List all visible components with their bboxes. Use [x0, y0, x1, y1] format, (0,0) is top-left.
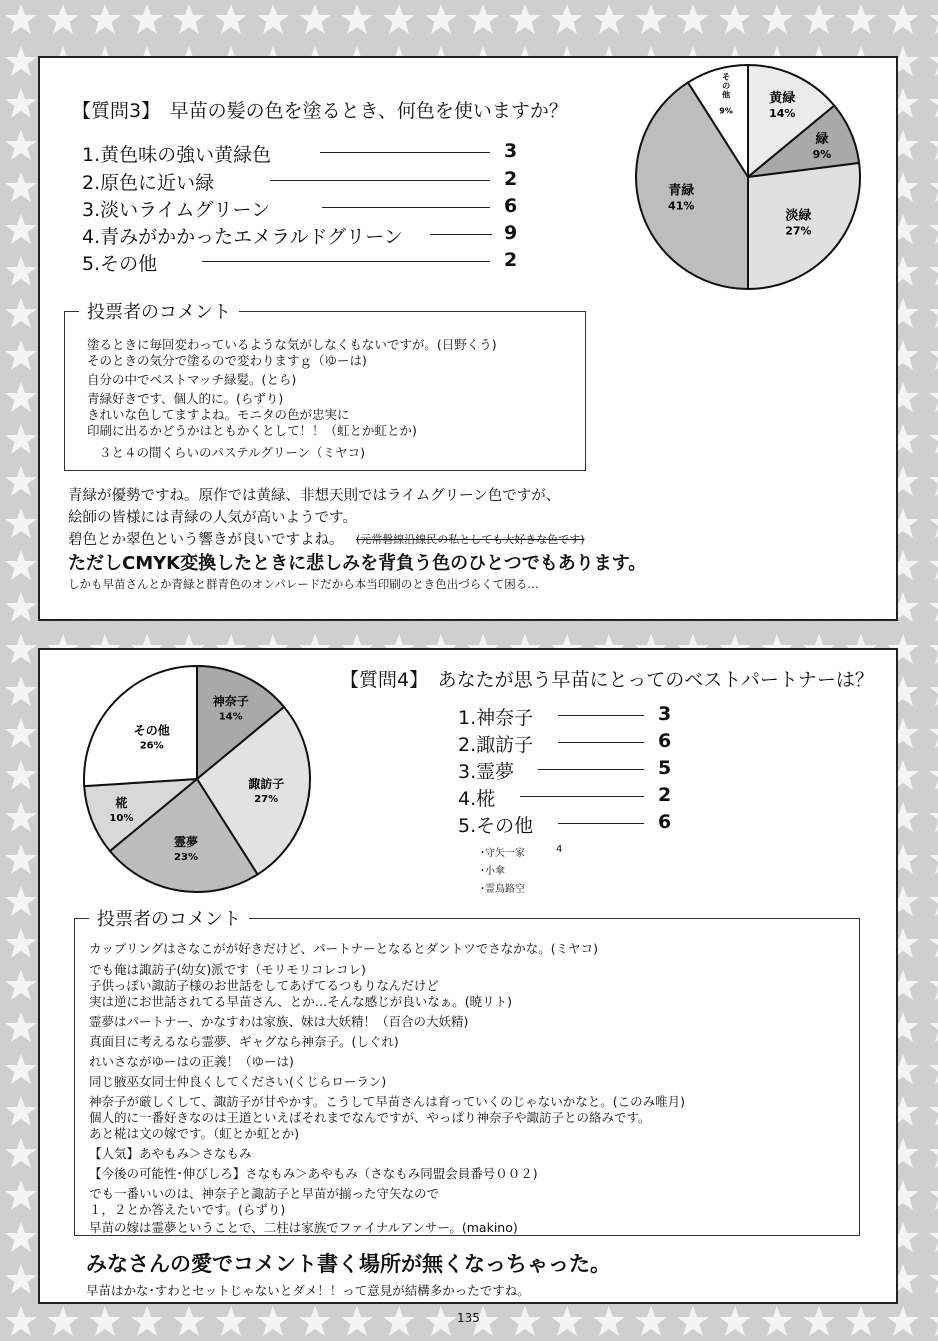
- comment-line: 【今後の可能性･伸びしろ】さなもみ＞あやもみ（さなもみ同盟会員番号００２): [89, 1166, 538, 1181]
- option-count: 3: [504, 140, 518, 162]
- comment-line: 青緑好きです、個人的に。(らずり): [87, 391, 284, 406]
- q4-other-1: [480, 844, 563, 859]
- q3-note-3: 碧色とか翠色という響きが良いですよね。: [68, 532, 344, 548]
- page-number: 135: [457, 1311, 480, 1325]
- q4-footer-big: みなさんの愛でコメント書く場所が無くなっちゃった。: [86, 1252, 611, 1276]
- pie-value-0: 14%: [218, 711, 243, 723]
- pie-value-1: 9%: [812, 148, 832, 161]
- comment-line: 自分の中でベストマッチ緑髪。(とら): [87, 372, 297, 387]
- q4-comment-box: [74, 909, 860, 1236]
- pie-value-0: 14%: [769, 107, 796, 120]
- option-count: 3: [658, 703, 672, 725]
- option-label: 1.黄色味の強い黄緑色: [82, 144, 272, 166]
- comment-line: 印刷に出るかどうかはともかくとして！！（虹とか虹とか): [87, 423, 417, 438]
- comment-line: 早苗の嫁は霊夢ということで、二柱は家族でファイナルアンサー。(makino): [89, 1220, 518, 1235]
- comment-line: あと椛は文の嫁です。（虹とか虹とか): [89, 1126, 300, 1141]
- comment-line: 実は逆にお世話されてる早苗さん、とか…そんな感じが良いなぁ。(暁リト): [89, 994, 513, 1009]
- option-label: 3.淡いライムグリーン: [82, 199, 271, 221]
- option-label: 3.霊夢: [458, 761, 515, 783]
- q4-other-3: ･霊鳥路空: [480, 884, 525, 895]
- option-label: 2.諏訪子: [458, 734, 534, 756]
- pie-label-2: 淡緑: [785, 208, 812, 224]
- pie-value-1: 27%: [254, 794, 279, 805]
- q4-other-2: ･小傘: [480, 866, 505, 877]
- q3-option-1: [82, 140, 518, 167]
- pie-value-4: 26%: [139, 740, 164, 752]
- pie-value-2: 23%: [174, 852, 198, 864]
- pie-label-0: 神奈子: [212, 694, 249, 709]
- comment-line: 子供っぽい諏訪子様のお世話をしてあげてるつもりなんだけど: [89, 978, 439, 993]
- option-count: 6: [504, 195, 518, 217]
- option-count: 5: [658, 757, 672, 779]
- other-count: 4: [556, 844, 563, 855]
- option-count: 9: [504, 222, 518, 244]
- q3-note-strikethrough: (元常磐線沿線民の私としても大好きな色です): [356, 533, 585, 546]
- comment-line: １，２とか答えたいです。(らずり): [89, 1202, 286, 1217]
- q3-pie-chart: [632, 61, 864, 293]
- q3-note-1: 青緑が優勢ですね。原作では黄緑、非想天則ではライムグリーン色ですが、: [68, 488, 561, 504]
- option-label: 4.椛: [458, 788, 496, 810]
- option-count: 2: [504, 168, 518, 190]
- pie-value-3: 10%: [109, 813, 134, 824]
- pie-value-2: 27%: [785, 224, 812, 238]
- question-3-panel: [38, 56, 898, 621]
- q4-option-2: [458, 730, 672, 757]
- comment-line: でも一番いいのは、神奈子と諏訪子と早苗が揃った守矢なので: [89, 1186, 440, 1201]
- q3-note-last: しかも早苗さんとか青緑と群青色のオンパレードだから本当印刷のとき色出づらくて困る…: [68, 577, 539, 591]
- pie-label-3: 青緑: [668, 183, 695, 199]
- comment-line: れいさながゆーはの正義！（ゆーは): [89, 1054, 294, 1069]
- q4-option-1: [458, 703, 672, 730]
- q3-option-2: [82, 168, 518, 195]
- option-label: 2.原色に近い緑: [82, 172, 215, 194]
- q3-option-5: [82, 249, 518, 276]
- comment-line: 塗るときに毎回変わっているような気がしなくもないですが。(日野くう): [87, 337, 497, 352]
- comment-line: 同じ腋巫女同士仲良くしてください(くじらローラン): [89, 1074, 387, 1089]
- q4-option-3: [458, 757, 672, 784]
- comment-line: そのときの気分で塗るので変わりますｇ（ゆーは): [87, 353, 367, 368]
- comment-line: 神奈子が厳しくして、諏訪子が甘やかす。こうして早苗さんは育っていくのじゃないかなと。(このみ唯月): [89, 1094, 686, 1109]
- comment-box-label: 投票者のコメント: [89, 905, 249, 931]
- pie-value-4: 9%: [719, 106, 733, 116]
- pie-label-1: 緑: [815, 132, 829, 147]
- q4-footer-small: 早苗はかな･すわとセットじゃないとダメ！！って意見が結構多かったですね。: [86, 1283, 530, 1298]
- option-count: 2: [658, 784, 672, 806]
- option-count: 2: [504, 249, 518, 271]
- comment-line: 個人的に一番好きなのは王道といえばそれまでなんですが、やっぱり神奈子や諏訪子との絡みです。: [89, 1110, 651, 1125]
- comment-line: ３と４の間くらいのパステルグリーン（ミヤコ): [99, 445, 366, 460]
- option-label: 4.青みがかかったエメラルドグリーン: [82, 226, 403, 248]
- q3-comment-box: [64, 302, 586, 471]
- q4-pie-chart: [80, 662, 314, 896]
- q4-option-5: [458, 811, 672, 838]
- pie-label-4: その他: [722, 72, 731, 100]
- comment-line: 【人気】あやもみ＞さなもみ: [89, 1146, 252, 1161]
- question-4-panel: [38, 648, 898, 1304]
- q4-option-4: [458, 784, 672, 811]
- comment-line: 霊夢はパートナー、かなすわは家族、妹は大妖精！（百合の大妖精): [89, 1014, 469, 1029]
- comment-line: でも俺は諏訪子(幼女)派です（モリモリコレコレ): [89, 962, 366, 977]
- option-count: 6: [658, 811, 672, 833]
- option-label: 1.神奈子: [458, 707, 534, 729]
- pie-label-0: 黄緑: [769, 91, 796, 106]
- option-label: 5.その他: [82, 253, 158, 275]
- q3-option-4: [82, 222, 518, 249]
- q3-title: 【質問3】 早苗の髪の色を塗るとき、何色を使いますか？: [72, 100, 568, 122]
- option-count: 6: [658, 730, 672, 752]
- pie-label-4: その他: [133, 723, 170, 738]
- comment-line: カップリングはさなこがが好きだけど、パートナーとなるとダントツでさなかな。(ミヤコ): [89, 941, 599, 956]
- pie-value-3: 41%: [668, 199, 695, 213]
- q4-title: 【質問4】 あなたが思う早苗にとってのベストパートナーは？: [340, 669, 874, 691]
- pie-label-2: 霊夢: [173, 835, 199, 850]
- pie-label-1: 諏訪子: [248, 777, 285, 791]
- comment-line: きれいな色してますよね。モニタの色が忠実に: [87, 407, 350, 422]
- other-label: ･守矢一家: [480, 848, 525, 859]
- comment-box-label: 投票者のコメント: [79, 298, 239, 324]
- option-label: 5.その他: [458, 815, 534, 837]
- q3-note-cmyk: ただしCMYK変換したときに悲しみを背負う色のひとつでもあります。: [68, 553, 647, 574]
- q3-option-3: [82, 195, 518, 222]
- pie-label-3: 椛: [115, 796, 128, 810]
- comment-line: 真面目に考えるなら霊夢、ギャグなら神奈子。(しぐれ): [89, 1034, 399, 1049]
- q3-note-2: 絵師の皆様には青緑の人気が高いようです。: [68, 510, 357, 526]
